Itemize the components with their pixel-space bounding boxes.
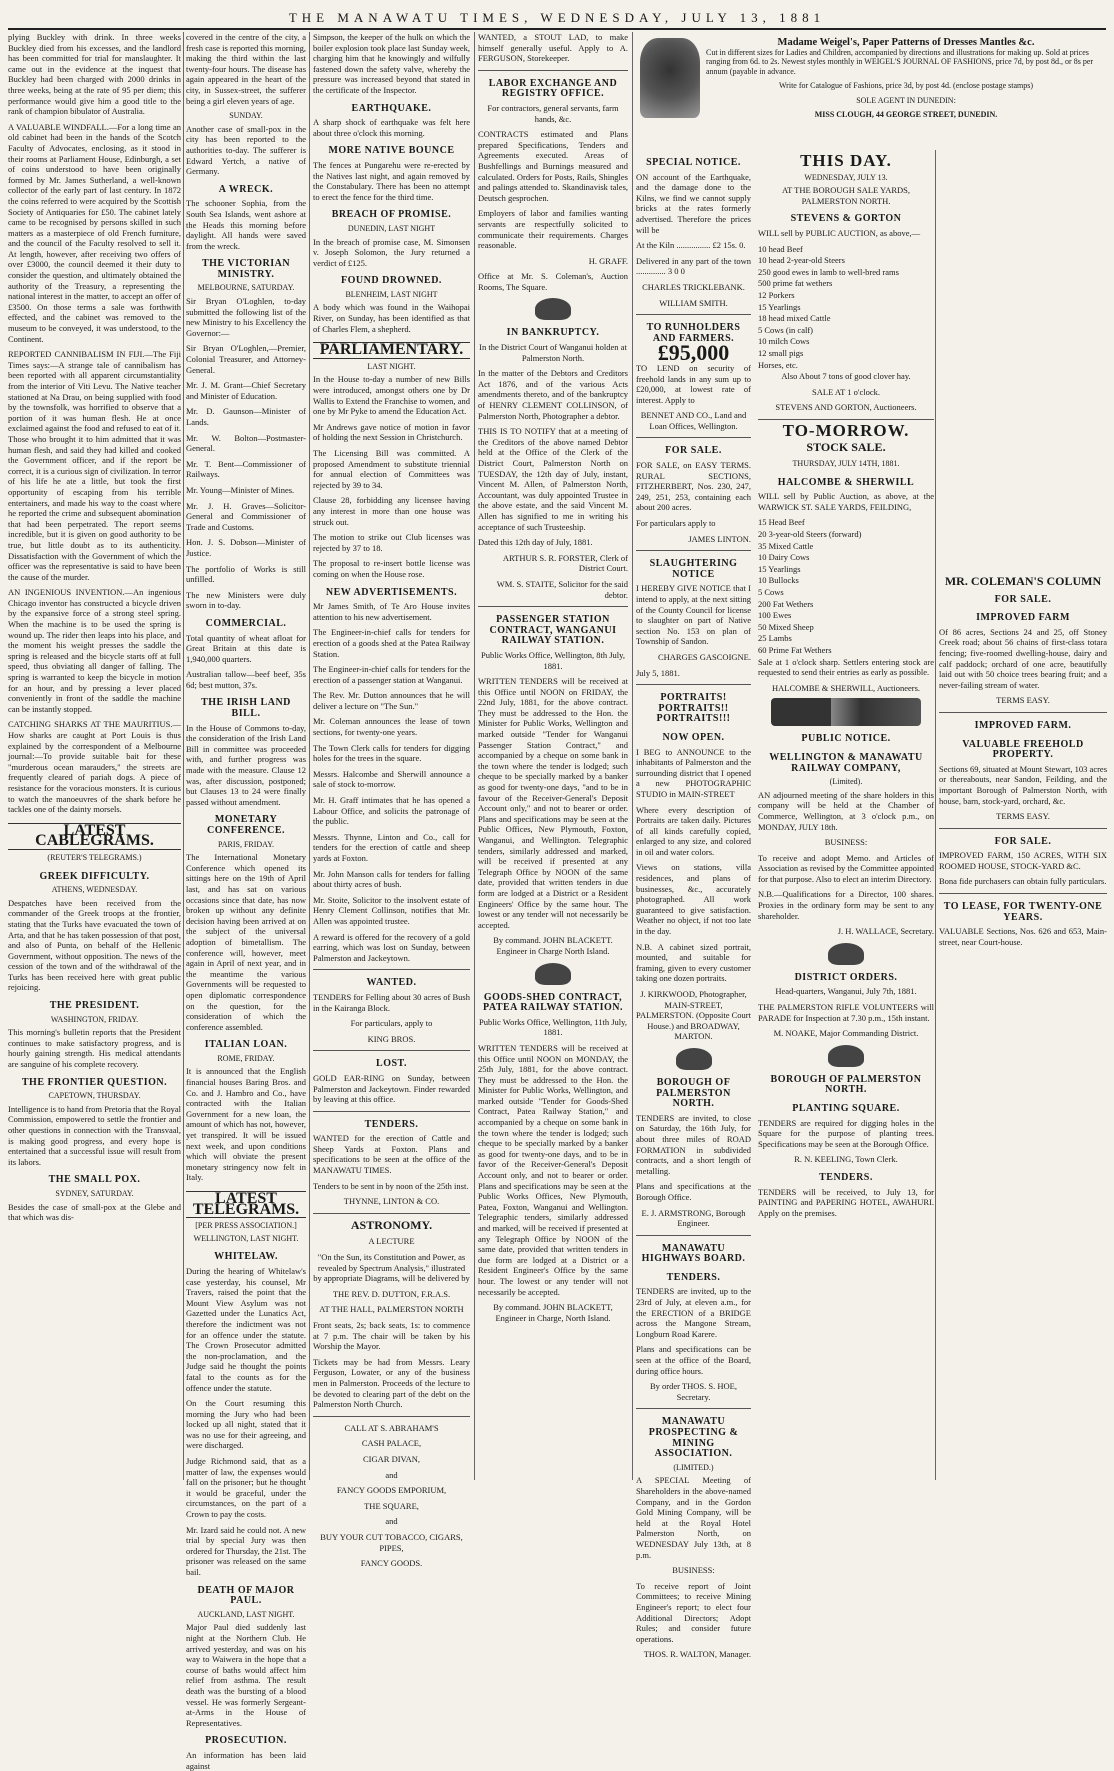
stock-item: 5 Cows [758,587,784,597]
ad-heading: GOODS-SHED CONTRACT, PATEA RAILWAY STATION. [482,991,624,1014]
ad-text: Bona fide purchasers can obtain fully particulars. [939,876,1107,887]
adv-summary: The Engineer-in-chief calls for tenders for the erection of a passenger station at Wanganui. [313,664,470,685]
sewing-machine-icon [640,38,700,118]
article-heading: MONETARY CONFERENCE. [206,814,285,836]
ad-text: SOLE AGENT IN DUNEDIN: [856,95,956,105]
ad-text: THIS IS TO NOTIFY that at a meeting of the Creditors of the above named Debtor held at the Office of the Clerk of the District Court, Palmerston North on TUESDAY, the 12th day of July, instant, Vincent M. Allen, of Palmerston North, Accountant, was duly appointed Trustee in the above estate, and the said Vincent M. Allen has signified to me in writing his acceptance of such Trusteeship. [478,426,628,532]
adv-summary: The Rev. Mr. Dutton announces that he will deliver a lecture on "The Sun." [313,690,470,711]
ad-heading: PLANTING SQUARE. [792,1103,900,1114]
adv-summary: Mr. H. Graff intimates that he has opened a Labour Office, and solicits the patronage of the public. [313,795,470,827]
dateline: CAPETOWN, THURSDAY. [48,1091,141,1101]
stock-item: 15 Head Beef [758,517,805,528]
ad-signature: BENNET AND CO., Land and Loan Offices, Wellington. [640,410,747,431]
adv-summary: Mr James Smith, of Te Aro House invites attention to his new advertisement. [313,601,470,622]
stock-item: 18 head mixed Cattle [758,313,831,324]
spacer [939,150,1107,570]
ad-heading: WANTED. [366,977,417,989]
ad-text: FANCY GOODS. [360,1558,423,1569]
section-heading: LATEST CABLEGRAMS. [8,823,181,850]
ad-text: VALUABLE Sections, Nos. 626 and 653, Main-street, near Court-house. [939,926,1107,947]
ad-separator [313,969,470,970]
dateline: SYDNEY, SATURDAY. [55,1188,134,1198]
article-heading: THE PRESIDENT. [49,1000,140,1012]
ad-text: THE SQUARE, [364,1500,419,1511]
ad-heading: TENDERS. [666,1271,721,1283]
ad-heading: PORTRAITS! PORTRAITS!! PORTRAITS!!! [656,692,731,725]
ad-separator [313,1213,470,1214]
ad-text: Cut in different sizes for Ladies and Children, accompanied by directions and illustrations for making up. Sold at prices ranging from 6d. to 2s. Newest styles monthly in WEIGEL'S JOURNAL OF FASHIONS, price 7d, by post 8d., or 8s per annum (payable in advance. [706,47,1094,76]
ad-separator [758,419,934,420]
article-heading: WHITELAW. [214,1251,278,1263]
ad-text: CONTRACTS estimated and Plans prepared Specifications, Tenders and Agreements executed. Areas of Bushfellings and Burnings measured and calculated. Orders for Posts, Rails, Shingles and palings attended to. Skandinavisk tales, Deutsch gesprochen. [478,129,628,203]
article-heading: DEATH OF MAJOR PAUL. [197,1584,295,1607]
ad-subheading: (LIMITED.) [673,1462,714,1472]
train-icon [771,698,921,726]
section-subheading: (REUTER'S TELEGRAMS.) [47,852,142,862]
column-divider [183,32,184,1480]
dateline: WASHINGTON, FRIDAY. [50,1014,139,1024]
article-text: The proposal to re-insert bottle license was coming on when the House rose. [313,558,470,579]
ad-heading: BOROUGH OF PALMERSTON NORTH. [770,1073,922,1096]
stock-item: 5 Cows (in calf) [758,324,814,335]
ad-signature: JAMES LINTON. [688,533,751,544]
ad-signature: MISS CLOUGH, 44 GEORGE STREET, DUNEDIN. [814,110,998,119]
ad-text: WILL sell by PUBLIC AUCTION, as above,— [758,227,921,238]
article-text: Hon. J. S. Dobson—Minister of Justice. [186,537,306,558]
ad-text: Office at Mr. S. Coleman's, Auction Rooms, The Square. [478,271,628,292]
ad-text: Where every description of Portraits are taken daily. Pictures of all kinds carefully copied, enlarged to any size, and colored in oil and water colors. [636,804,751,857]
article-text: Besides the case of small-pox at the Glebe and that which was dis- [8,1201,181,1223]
masthead-rule [8,28,1106,30]
ad-text: TENDERS are invited, to close on Saturday, the 16th July, for about three miles of ROAD FORMATION in subdivided contracts, and a short length of metalling. [636,1112,751,1176]
ad-heading: MANAWATU PROSPECTING & MINING ASSOCIATION. [648,1416,739,1460]
ad-heading: TO RUNHOLDERS AND FARMERS. [646,322,741,344]
stock-item: 10 Dairy Cows [758,552,810,563]
article-heading: COMMERCIAL. [205,617,287,629]
stock-item: 10 milch Cows [758,336,810,347]
ad-text: Employers of labor and families wanting servants are respectfully solicited to communicate their requirements. Charges reasonable. [478,208,628,251]
ad-text: Dated this 12th day of July, 1881. [478,537,593,548]
article-text: Mr. D. Gaunson—Minister of Lands. [186,406,306,427]
ad-signature: ARTHUR S. R. FORSTER, Clerk of District Court. [502,552,628,574]
article-text: In the breach of promise case, M. Simonsen v. Joseph Solomon, the Jury returned a verdict of £125. [313,236,470,268]
stock-item: 15 Yearlings [758,301,801,312]
column-5 [636,150,751,1660]
stock-item: 250 good ewes in lamb to well-bred rams [758,266,899,277]
ad-separator [313,1416,470,1417]
ad-text: A LECTURE [368,1236,415,1247]
royal-crest-icon [828,943,864,965]
ad-text: IMPROVED FARM, 150 ACRES, WITH SIX ROOMED HOUSE, STOCK-YARD &C. [939,850,1107,871]
article-text: A body which was found in the Waihopai River, on Sunday, has been identified as that of Charles Flem, a shepherd. [313,302,470,334]
dateline: SUNDAY. [229,111,263,121]
adv-summary: Mr. Coleman announces the lease of town sections, for twenty-one years. [313,716,470,738]
ad-text: TENDERS are invited, up to the 23rd of July, at eleven a.m., for the ERECTION of a BRIDGE across the Mangone Stream, Longburn Road Karere. [636,1286,751,1339]
column-divider [309,32,310,1480]
stock-item: Horses, etc. [758,359,798,370]
article-heading: THE FRONTIER QUESTION. [21,1076,168,1088]
article-heading: MORE NATIVE BOUNCE [328,145,455,157]
article-text: Mr. Young—Minister of Mines. [186,484,295,495]
article-text: Australian tallow—beef beef, 35s 6d; best mutton, 37s. [186,669,306,690]
adv-summary: Messrs. Thynne, Linton and Co., call for tenders for the erection of cattle and sheep yards at Foxton. [313,831,470,863]
ad-text: Write for Catalogue of Fashions, price 3d, by post 4d. (enclose postage stamps) [778,81,1034,90]
borough-crest-icon [676,1048,712,1070]
ad-heading: FOR SALE. [994,835,1052,847]
column-divider [935,150,936,1480]
article-text: In the House to-day a number of new Bills were introduced, amongst others one by Dr Wallis to Extend the Franchise to women, and one by Mr Pyke to amend the Education Act. [313,374,470,417]
ad-heading: LOST. [376,1058,407,1070]
ad-heading: TO LEASE, FOR TWENTY-ONE YEARS. [943,901,1103,923]
ad-heading: MR. COLEMAN'S COLUMN [944,574,1102,588]
article-text: covered in the centre of the city, a fresh case is reported this morning, making the third within the last twenty-four hours. The disease has again appeared in the heart of the city, in Sussex-street, the sufferer being a girl eleven years of age. [186,32,306,106]
article-text: A VALUABLE WINDFALL.—For a long time an old cabinet had been in the hands of the Scotch Faculty of Advocates, enclosing, as it stood in their rooms at Parliament House, Edinburgh, a set of coins understood to have been originally formed by Mr. James Sutherland, a well-known collector of the early part of last century. In 1872 the coins referred to were acquired by the Scottish Society of Antiquaries for £50. The cabinet lately came to be recognised by persons skilled in such matters as a masterpiece of old French furniture, and the council of the Faculty resolved to sell it. At length, however, after receiving two offers of over £3000, the council deemed it their duty to consider the question, and ultimately obtained the authority of the Treasury, a representing the national interest in the matter, to accept an offer of £3500. On those terms a sale was forthwith effected, and the cabinet was removed to the museum to be conveyed, it was understood, to the Continent. [8,121,181,344]
ad-text: WANTED, a STOUT LAD, to make himself generally useful. Apply to A. FERGUSON, Storekeeper. [478,32,628,64]
ad-text: WRITTEN TENDERS will be received at this Office until NOON on FRIDAY, the 22nd July, 1881, for the above contract. They must be addressed to the Hon. the Minister for Public Works, Wellington and marked outside "Tender for Wanganui Passenger Station Contract," and accompanied by a cheque on some bank in the town where the tender is lodged; such cheque to be specially marked by a banker as good for twenty-one days, "and to be in favour of the Receiver-General's Deposit Account only," and not to bearer or order. Plans and specifications may be seen at the Public Offices, New Plymouth, Foxton, Wanganui, and Wellington. Telegraphic tenders, similarly addressed and marked, will be received if presented at any Telegraph Office by NOON of the same date, provided that written tenders in due form are lodged at a District or a Resident Engineers' Office by the same hour. The lowest or any tender will not necessarily be accepted. [478,676,628,930]
ad-text: GOLD EAR-RING on Sunday, between Palmerston and Jackeytown. Finder rewarded by leaving at this office. [313,1072,470,1105]
section-subheading: [PER PRESS ASSOCIATION.] [195,1221,297,1231]
article-heading: PROSECUTION. [205,1735,287,1747]
article-text: plying Buckley with drink. In three weeks Buckley died from his excesses, and the landlord has been committed for trial for manslaughter. It came out in the evidence at the inquest that Buckley had been charged with 2000 drinks in three weeks, being at the rate of 95 per diem; this performance would give him a good title to the rank of champion bibulator of Australia. [8,32,181,117]
ad-signature: WM. S. STAITE, Solicitor for the said debtor. [496,578,628,600]
article-heading: FOUND DROWNED. [341,275,442,287]
weigel-advertisement [706,38,1106,125]
ad-heading: IN BANKRUPTCY. [506,327,600,339]
ad-text: Delivered in any part of the town .............. 3 0 0 [636,255,751,277]
ad-signature: STEVENS AND GORTON, Auctioneers. [775,402,917,413]
stock-item: 100 Ewes [758,610,792,621]
dateline: WELLINGTON, LAST NIGHT. [193,1233,299,1243]
article-text: REPORTED CANNIBALISM IN FIJI.—The Fiji Times says:—A strange tale of cannibalism has been reported with all apparent circumstantiality from the interior of Viti Levu. The Native teacher stationed at Na Drau, on being supplied with food by the townsfolk, was horrified to observe that a portion of it was human flesh. He at once exclaimed against the food and refused to eat of it. Those who brought it to him admitted that it was human flesh, and said they had killed and cooked the Government officer, and if the report be correct, it is a curious sign of civilization. In terror of his life he ate a little, but took the first opportunity of escaping from his terrible entertainers, and made his way to the coast where he reported the crime and subsequent abomination that had been perpetrated. The report seems incredible, but it is given on good authority to be true, but little doubt as to its authenticity. Dissatisfaction with the Government of which the officer was the representative is said to have been the cause of the murder. [8,349,181,582]
ad-text: Head-quarters, Wanganui, July 7th, 1881. [775,986,917,997]
article-heading: NEW ADVERTISEMENTS. [325,586,458,598]
column-1 [8,32,181,1480]
ad-text: CALL AT S. ABRAHAM'S [344,1422,439,1433]
ad-text: TERMS EASY. [996,695,1050,706]
article-text: The new Ministers were duly sworn in to-day. [186,589,306,611]
ad-text: TENDERS will be received, to July 13, for PAINTING and PAPERING HOTEL, AWAHURI. Apply on the premises. [758,1186,934,1218]
article-text: AN INGENIOUS INVENTION.—An ingenious Chicago inventor has constructed a bicycle driven by the expansive force of a strong steel spring. When the machine is to be used the spring is wound up. The rider then leaps into his place, and the moment his weight presses the saddle the spring is released and the bicycle starts off at full speed, thus obviating all danger of falling. The spring is warranted to keep the bicycle in motion for an hour, and by pressing a lever placed conveniently in front of the saddle the machine can be instantly stopped. [8,587,181,714]
article-text: Judge Richmond said, that as a matter of law, the expenses would fall on the prisoner; but he thought it would be graceful, under the circumstances, on the part of a Crown to pay the costs. [186,1456,306,1520]
ad-heading: PASSENGER STATION CONTRACT, WANGANUI RAILWAY STATION. [489,614,617,647]
article-heading: A WRECK. [218,183,274,195]
ad-text: Plans and specifications at the Borough Office. [636,1181,751,1202]
ad-heading: ASTRONOMY. [350,1217,433,1232]
ad-signature: H. GRAFF. [588,255,628,266]
ad-text: Tickets may be had from Messrs. Leary Ferguson, Lowater, or any of the business men in Palmerston. Proceeds of the lecture to be devoted to clearing part of the debt on the Palmerston North Church. [313,1356,470,1410]
ad-text: TO LEND on security of freehold lands in any sum up to £20,000, at lowest rate of interest. Apply to [636,362,751,405]
borough-crest-icon [828,1045,864,1067]
article-text: Despatches have been received from the commander of the Greek troops at the frontier, stating that the Turks have evacuated the town of Arta, and that he has taken possession of that post, and also of Punta, on behalf of the Hellenic Government, without opposition. The news of the cession of the town and of the withdrawal of the Turks has been received here with great public rejoicing. [8,897,181,993]
ad-text: Sections 69, situated at Mount Stewart, 103 acres or thereabouts, near Sandon, Feilding, and the important Borough of Palmerston North, with house, barn, stock-yard, orchard, &c. [939,763,1107,806]
ad-text: TENDERS for Felling about 30 acres of Bush in the Kairanga Block. [313,991,470,1013]
ad-text: Views on stations, villa residences, and plans of businesses, &c., accurately photographed. All work guaranteed to give satisfaction. Weather no object, if not too late in the day. [636,862,751,937]
article-heading: GREEK DIFFICULTY. [39,870,150,882]
article-text: The portfolio of Works is still unfilled. [186,563,306,585]
ad-heading: TO-MORROW. [782,420,910,440]
ad-separator [939,712,1107,713]
article-text: It is announced that the English financial houses Baring Bros. and Co. and J. Hambro and Co., have contracted with the Italian Government for a new loan, the amount of which has not, however, yet transpired. It will be issued next week, and upon conditions which will obviate the present monetary stringency now felt in Italy. [186,1066,306,1183]
section-heading: LATEST TELEGRAMS. [186,1191,306,1218]
ad-signature: HALCOMBE & SHERWILL, Auctioneers. [771,682,921,693]
ad-subheading: WEDNESDAY, JULY 13. [804,172,888,182]
article-heading: BREACH OF PROMISE. [331,209,452,221]
ad-heading: FOR SALE. [665,445,722,457]
ad-text: AN adjourned meeting of the share holders in this company will be held at the Chamber of Commerce, Wellington, at 3 o'clock p.m., on MONDAY, JULY 18th. [758,789,934,832]
column-6 [758,150,934,1480]
ad-heading: STOCK SALE. [806,440,886,455]
article-text: Mr Andrews gave notice of motion in favor of holding the next Session in Christchurch. [313,421,470,443]
adv-summary: Messrs. Halcombe and Sherwill announce a sale of stock to-morrow. [313,768,470,790]
ad-subheading: THURSDAY, JULY 14TH, 1881. [792,459,900,469]
ad-heading: SPECIAL NOTICE. [646,157,741,168]
adv-summary: The Engineer-in-chief calls for tenders for erection of a goods shed at the Patea Railway Station. [313,627,470,659]
article-text: Intelligence is to hand from Pretoria that the Royal Commission, empowered to settle the frontier and other questions in connection with the Transvaal, is making good progress, and every hope is entertained that a successful issue will result from its labors. [8,1103,181,1167]
stock-item: 25 Lambs [758,633,792,644]
ad-heading: WELLINGTON & MANAWATU RAILWAY COMPANY, [769,751,923,774]
ad-signature: CHARLES TRICKLEBANK. [642,281,745,292]
ad-separator [636,684,751,685]
stock-item: 500 prime fat wethers [758,278,833,289]
ad-text: SALE AT 1 o'clock. [812,386,880,397]
ad-text: For particulars apply to [636,518,716,529]
ad-heading: STEVENS & GORTON [790,213,902,225]
ad-text: Sale at 1 o'clock sharp. Settlers entering stock are requested to send their entries as early as possible. [758,656,934,678]
article-text: Clause 28, forbidding any licensee having any interest in more than one house was struck out. [313,495,470,527]
article-text: Another case of small-pox in the city has been reported to the authorities to-day. The sufferer is Edward Yertch, a native of Germany. [186,123,306,177]
article-heading: THE SMALL POX. [48,1174,141,1186]
ad-text: AT THE BOROUGH SALE YARDS, PALMERSTON NORTH. [781,185,911,206]
dateline: ROME, FRIDAY. [217,1053,275,1063]
ad-heading: Madame Weigel's, Paper Patterns of Dresses Mantles &c. [777,37,1035,48]
stock-list [758,517,934,655]
article-text: Total quantity of wheat afloat for Great Britain at this date is 1,940,000 quarters. [186,632,306,664]
article-text: Mr. Izard said he could not. A new trial by special Jury was then ordered for Thursday, the 21st. The prisoner was released on the same bail. [186,1524,306,1577]
stock-list [758,244,934,371]
ad-heading: NOW OPEN. [662,731,725,743]
ad-signature: KING BROS. [367,1033,416,1044]
ad-text: A SPECIAL Meeting of Shareholders in the above-named Company, and in the Gordon Gold Mining Company, will be held at the Royal Hotel Palmerston North, on WEDNESDAY July 13th, at 8 p.m. [636,1475,751,1560]
ad-heading: IMPROVED FARM [976,612,1070,624]
column-7 [939,150,1107,1480]
ad-signature: R. N. KEELING, Town Clerk. [794,1154,898,1165]
ad-text: Public Works Office, Wellington, 11th July, 1881. [479,1016,627,1038]
column-divider [474,32,475,1480]
article-text: Major Paul died suddenly last night at the Northern Club. He arrived yesterday, and was on his way to Waiwera in the hope that a course of baths would affect him relief from asthma. The result death was the bursting of a blood vessel. He was formerly Sergeant-at-Arms in the House of Representatives. [186,1622,306,1728]
ad-text: In the District Court of Wanganui holden at Palmerston North. [479,342,627,363]
article-text: Sir Bryan O'Loghlen, to-day submitted the following list of the new Ministry to his Excellency the Governor:— [186,296,306,338]
ad-text: and [385,1516,398,1527]
ad-heading: TENDERS. [819,1171,873,1183]
stock-item: 200 Fat Wethers [758,598,814,609]
article-heading: ITALIAN LOAN. [204,1039,288,1051]
stock-item: 12 Porkers [758,289,795,300]
ad-text: FANCY GOODS EMPORIUM, [336,1485,447,1496]
ad-text: BUSINESS: [672,1565,715,1576]
column-4 [478,32,628,1480]
stock-item: 10 head 2-year-old Steers [758,255,845,266]
ad-signature: By command. JOHN BLACKETT, Engineer in Charge, North Island. [493,1302,613,1323]
ad-signature: THYNNE, LINTON & CO. [343,1196,440,1207]
ad-signature: E. J. ARMSTRONG, Borough Engineer. [641,1207,746,1229]
ad-text: FOR SALE, on EASY TERMS. RURAL SECTIONS, FITZHERBERT, Nos. 230, 247, 249, 251, 253, containing each about 200 acres. [636,460,751,513]
ad-text: "On the Sun, its Constitution and Power, as revealed by Spectrum Analysis," illustrated by appropriate Diagrams, will be delivered by [313,1252,470,1284]
ad-text: I BEG to ANNOUNCE to the inhabitants of Palmerston and the surrounding district that I opened a new PHOTOGRAPHIC STUDIO in MAIN-STREET [636,746,751,799]
ad-text: and [385,1469,398,1480]
stock-item: 20 3-year-old Steers (forward) [758,529,862,540]
stock-item: 15 Yearlings [758,563,801,574]
ad-signature: M. NOAKE, Major Commanding District. [773,1028,919,1039]
article-text: The Licensing Bill was committed. A proposed Amendment to substitute triennial for annual election of Committees was rejected by 39 to 34. [313,448,470,490]
ad-heading: VALUABLE FREEHOLD PROPERTY. [962,738,1084,761]
article-text: CATCHING SHARKS AT THE MAURITIUS.—How sharks are caught at Port Louis is thus explained by the correspondent of a Melbourne journal:—To provide suitable bait for these "murderous ocean marauders," the streets are frequently cleared of pariah dogs. A piece of resistance for the voracious monsters. It is curious to watch the manoeuvres of the shark before he tackles one of the dainty morsels. [8,719,181,815]
ad-text: AT THE HALL, PALMERSTON NORTH [319,1304,464,1315]
article-heading: THE VICTORIAN MINISTRY. [201,258,291,280]
stock-item: 60 Prime Fat Wethers [758,644,832,655]
ad-text: WILL sell by Public Auction, as above, at the WARWICK ST. SALE YARDS, FEILDING, [758,491,934,512]
dateline: DUNEDIN, LAST NIGHT [347,223,436,233]
ad-separator [313,1050,470,1051]
ad-text: In the matter of the Debtors and Creditors Act 1876, and of the various Acts amendments thereto, and of the bankruptcy of HENRY CLEMENT COLLINSON, of Palmerston North, Photographer a debtor. [478,368,628,421]
royal-crest-icon [535,298,571,320]
ad-text: TERMS EASY. [996,811,1050,822]
ad-signature: CHARGES GASCOIGNE. [657,651,751,662]
article-text: The fences at Pungarehu were re-erected by the Natives last night, and again removed by the Constabulary. There has been no attempt to erect the fence for the third time. [313,159,470,202]
ad-heading: DISTRICT ORDERS. [794,971,898,983]
dateline: PARIS, FRIDAY. [218,839,274,849]
ad-subheading: (Limited). [829,777,863,787]
ad-heading: TENDERS. [364,1118,419,1130]
article-text: The motion to strike out Club licenses was rejected by 37 to 18. [313,532,470,553]
ad-separator [636,1235,751,1236]
ad-separator [313,1111,470,1112]
adv-summary: Mr. Stoite, Solicitor to the insolvent estate of Henry Clement Collinson, notifies that Mr. Allen was appointed trustee. [313,894,470,926]
royal-crest-icon [535,963,571,985]
article-text: During the hearing of Whitelaw's case yesterday, his counsel, Mr Travers, raised the point that the Mount View Asylum was not Gazetted under the Lunatics Act, therefore the indictment was not for an offence under the statute. The Crown Prosecutor admitted the non-proclamation, and the Judge said he thought the points fatal to the counts as for the offence under the statute. [186,1265,306,1393]
ad-separator [636,314,751,315]
adv-summary: A reward is offered for the recovery of a gold earring, which was lost on Sunday, between Palmerston and Jackeytown. [313,931,470,963]
article-heading: THE IRISH LAND BILL. [201,697,291,720]
article-heading: EARTHQUAKE. [351,102,432,114]
stock-item: 10 Bullocks [758,575,799,586]
ad-separator [478,70,628,71]
ad-text: Plans and specifications can be seen at the office of the Board, during office hours. [636,1344,751,1376]
dateline: LAST NIGHT. [367,361,416,371]
ad-text: CASH PALACE, [361,1438,422,1449]
article-text: On the Court resuming this morning the Jury who had been locked up all night, stated that it was no use for their agreeing, and were discharged. [186,1398,306,1451]
ad-heading: LABOR EXCHANGE AND REGISTRY OFFICE. [488,77,618,100]
stock-item: 35 Mixed Cattle [758,540,814,551]
article-text: The schooner Sophia, from the South Sea Islands, went ashore at the Heads this morning before daylight. All hands were saved from the wreck. [186,198,306,251]
ad-text: CIGAR DIVAN, [363,1453,420,1464]
ad-text: Of 86 acres, Sections 24 and 25, off Stoney Creek road; about 56 chains of first-class totara fencing; five-roomed dwelling-house, dairy and calf paddock; orchard of one acre, beautifully laid out with 50 choice trees bearing fruit; and a never-failing stream of water. [939,626,1107,690]
article-text: The International Monetary Conference which opened its sittings here on the 19th of April last, and has sat on various occasions since that date, has now broken up without any definite decision having been arrived at on the subject of the universal adoption of bimetallism. The conference will, however, meet again in April of next year, and in the meantime the various Governments will be requested to open diplomatic correspondence on the question, for the consideration of which the conference assembled. [186,852,306,1032]
article-text: Mr. T. Bent—Commissioner of Railways. [186,458,306,480]
ad-text: Public Works Office, Wellington, 8th July, 1881. [481,649,625,671]
ad-text: To receive report of Joint Committees; to receive Mining Engineer's report; to elect four Additional Directors; Adopt Rules; and consider future operations. [636,1580,751,1644]
ad-heading: THIS DAY. [800,151,892,170]
ad-text: Tenders to be sent in by noon of the 25th inst. [313,1180,469,1191]
ad-text: BUSINESS: [824,837,868,848]
ad-text: THE REV. D. DUTTON, F.R.A.S. [332,1288,451,1299]
dateline: ATHENS, WEDNESDAY. [51,885,138,895]
ad-text: Front seats, 2s; back seats, 1s: to commence at 7 p.m. The chair will be taken by his Worship the Mayor. [313,1320,470,1352]
column-3 [313,32,470,1569]
dateline: MELBOURNE, SATURDAY. [197,283,295,293]
ad-text: BUY YOUR CUT TOBACCO, CIGARS, PIPES, [320,1531,463,1553]
stock-item: 12 small pigs [758,347,804,358]
ad-text: At the Kiln ................ £2 15s. 0. [636,240,746,251]
article-text: A sharp shock of earthquake was felt here about three o'clock this morning. [313,117,470,138]
ad-text: For particulars, apply to [350,1018,433,1029]
dateline: AUCKLAND, LAST NIGHT. [197,1609,295,1619]
article-text: Simpson, the keeper of the hulk on which the boiler explosion took place last Sunday week, charging him that he knowingly and wilfully fastened down the safety valve, whereby the pressure was increased beyond that stated in the certificate of the Inspector. [313,32,470,95]
ad-heading: IMPROVED FARM. [974,719,1072,731]
section-heading: PARLIAMENTARY. [313,342,470,359]
ad-text: THE PALMERSTON RIFLE VOLUNTEERS will PARADE for Inspection at 7.30 p.m., 15th instant. [758,1002,934,1023]
dateline: BLENHEIM, LAST NIGHT [345,289,438,299]
ad-heading: PUBLIC NOTICE. [801,733,891,745]
ad-text: I HEREBY GIVE NOTICE that I intend to apply, at the next sitting of the County Council for license to slaughter on part of Native section No. 153 on plan of Township of Sandon. [636,583,751,647]
ad-text: TENDERS are required for digging holes in the Square for the purpose of planting trees. Specifications may be seen at the Borough Office. [758,1117,934,1149]
ad-signature: J. H. WALLACE, Secretary. [837,926,934,937]
ad-heading: BOROUGH OF PALMERSTON NORTH. [656,1076,731,1110]
ad-text: N.B. A cabinet sized portrait, mounted, and suitable for framing, given to every customer taking one dozen portraits. [636,941,751,984]
article-text: Mr. J. H. Graves—Solicitor-General and Commissioner of Trade and Customs. [186,500,306,532]
ad-separator [939,828,1107,829]
ad-separator [636,437,751,438]
ad-text: July 5, 1881. [636,667,680,678]
article-text: In the House of Commons to-day, the consideration of the Irish Land Bill in committee was proceeded with, and further progress was made with the measure. Clause 12 was, after discussion, postponed; but Clauses 13 to 24 were finally passed without amendment. [186,722,306,807]
ad-heading: HALCOMBE & SHERWILL [777,476,915,488]
ad-heading: FOR SALE. [994,593,1052,605]
ad-separator [636,1408,751,1409]
ad-text: WANTED for the erection of Cattle and Sheep Yards at Foxton. Plans and specifications to be seen at the office of the MANAWATU TIMES. [313,1133,470,1176]
ad-signature: THOS. R. WALTON, Manager. [643,1649,751,1660]
stock-item: 50 Mixed Sheep [758,621,814,632]
column-2 [186,32,306,1771]
ad-signature: J. KIRKWOOD, Photographer, MAIN-STREET, PALMERSTON. (Opposite Court House.) and BROADWAY, MARTON. [636,989,751,1042]
adv-summary: The Town Clerk calls for tenders for digging holes for the trees in the square. [313,742,470,764]
ad-signature: By command. JOHN BLACKETT. Engineer in Charge North Island. [493,935,613,956]
ad-signature: WILLIAM SMITH. [659,297,728,308]
column-divider [632,32,633,1480]
ad-heading: MANAWATU HIGHWAYS BOARD. [641,1242,746,1265]
stock-item: 10 head Beef [758,243,803,254]
article-text: Mr. W. Bolton—Postmaster-General. [186,432,306,454]
ad-text: For contractors, general servants, farm hands, &c. [487,102,619,124]
ad-separator [939,893,1107,894]
ad-text: To receive and adopt Memo. and Articles of Association as revised by the Committee appointed for that purpose. Also to elect an interim Directory. [758,852,934,884]
ad-separator [636,550,751,551]
ad-text: WRITTEN TENDERS will be received at this Office until NOON on MONDAY, the 25th July, 1881, for the above contract. They must be addressed to the Hon. the Minister for Public Works, Wellington, and marked outside "Tender for Goods-Shed Contract, Patea Railway Station," and accompanied by a cheque on some bank in the town where the tender is lodged; such cheque to be specially marked by a banker as good for twenty-one days, and to be in favor of the Receiver-General's Deposit Account only, and not to bearer or order. Plans and specifications may be seen at the Public Works Offices, New Plymouth, Patea, Foxton, Wanganui and Wellington. Telegraphic tenders, similarly addressed and marked, will be received if presented at any Telegraph Office by NOON of the same date, provided that written tenders in due form are lodged at a District or a Resident Engineer's Office by the same hour. The lowest or any tender will not necessarily be accepted. [478,1042,628,1297]
adv-summary: Mr. John Manson calls for tenders for falling about thirty acres of bush. [313,868,470,890]
ad-text: Also About 7 tons of good clover hay. [781,371,911,382]
article-text: Sir Bryan O'Loghlen,—Premier, Colonial Treasurer, and Attorney-General. [186,343,306,375]
article-text: This morning's bulletin reports that the President continues to make satisfactory progress, and is hourly gaining strength. His medical attendants are sanguine of his complete recovery. [8,1027,181,1070]
article-text: An information has been laid against [186,1749,306,1771]
ad-heading: SLAUGHTERING NOTICE [649,558,738,580]
article-text: Mr. J. M. Grant—Chief Secretary and Minister of Education. [186,380,306,401]
masthead: THE MANAWATU TIMES, WEDNESDAY, JULY 13, 1881 [288,10,826,25]
ad-text: ON account of the Earthquake, and the damage done to the Kilns, we find we cannot supply bricks at the rates formerly advertised. Therefore the prices will be [636,171,751,235]
ad-signature: By order THOS. S. HOE, Secretary. [650,1381,737,1402]
ad-text: N.B.—Qualifications for a Director, 100 shares. Proxies in the ordinary form may be sent to any shareholder. [758,889,934,921]
ad-separator [478,606,628,607]
loan-amount: £95,000 [657,340,730,366]
